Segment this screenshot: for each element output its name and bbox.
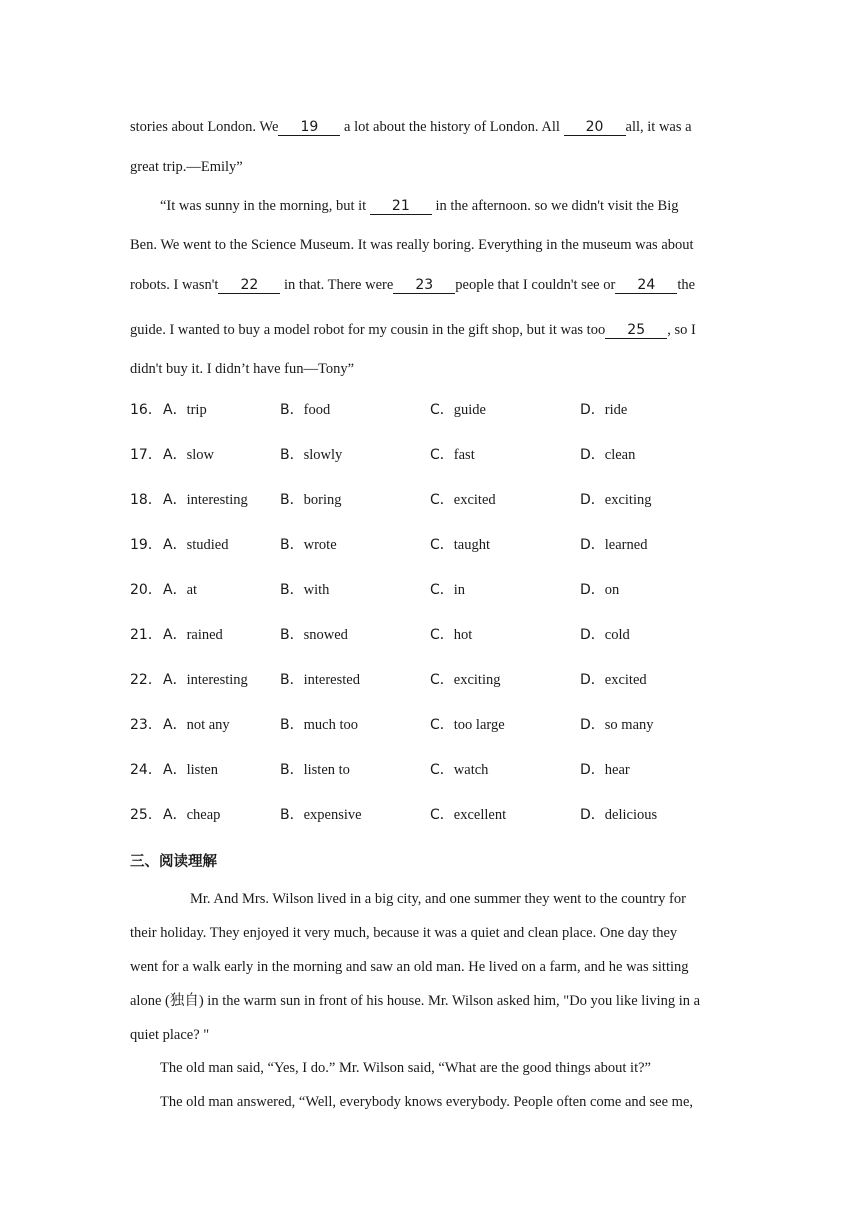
option-a[interactable]: [163, 444, 214, 464]
option-b[interactable]: [280, 534, 337, 554]
option-text: excited: [453, 492, 496, 508]
text: robots. I wasn't: [130, 277, 219, 293]
option-d[interactable]: [580, 444, 635, 464]
text: stories about London. We: [130, 119, 279, 135]
option-letter: B．: [280, 672, 304, 688]
option-text: excited: [604, 672, 647, 688]
option-letter: A．: [163, 807, 187, 823]
option-letter: C．: [430, 447, 454, 463]
question-17: [130, 444, 730, 464]
option-text: listen to: [303, 762, 350, 778]
option-text: delicious: [604, 807, 658, 823]
option-a[interactable]: [163, 624, 223, 644]
reading-line-4: alone (独自) in the warm sun in front of his house. Mr. Wilson asked him, "Do you like living in a: [130, 993, 701, 1009]
reading-line-2: their holiday. They enjoyed it very much, because it was a quiet and clean place. One day they: [130, 925, 678, 941]
option-text: too large: [453, 717, 505, 733]
option-text: exciting: [453, 672, 501, 688]
option-c[interactable]: [430, 804, 506, 824]
option-letter: A．: [163, 492, 187, 508]
option-text: learned: [604, 537, 648, 553]
option-b[interactable]: [280, 804, 362, 824]
option-c[interactable]: [430, 444, 475, 464]
question-number: 20．: [130, 582, 162, 598]
question-24: [130, 759, 730, 779]
option-b[interactable]: [280, 399, 330, 419]
passage-line-4: Ben. We went to the Science Museum. It was really boring. Everything in the museum was about: [130, 237, 694, 253]
question-number: 23．: [130, 717, 162, 733]
option-text: studied: [186, 537, 229, 553]
option-letter: D．: [580, 447, 605, 463]
option-letter: B．: [280, 717, 304, 733]
reading-line-7: The old man answered, “Well, everybody knows everybody. People often come and see me,: [160, 1094, 694, 1110]
option-a[interactable]: [163, 714, 230, 734]
option-letter: D．: [580, 717, 605, 733]
option-letter: A．: [163, 762, 187, 778]
option-letter: B．: [280, 582, 304, 598]
option-letter: B．: [280, 492, 304, 508]
option-d[interactable]: [580, 489, 652, 509]
question-number: 24．: [130, 762, 162, 778]
option-text: snowed: [303, 627, 348, 643]
option-a[interactable]: [163, 399, 207, 419]
option-letter: C．: [430, 762, 454, 778]
option-text: interesting: [186, 672, 248, 688]
option-letter: A．: [163, 672, 187, 688]
option-letter: C．: [430, 402, 454, 418]
option-letter: B．: [280, 402, 304, 418]
option-b[interactable]: [280, 669, 360, 689]
option-a[interactable]: [163, 669, 248, 689]
question-number: 21．: [130, 627, 162, 643]
question-number: 19．: [130, 537, 162, 553]
option-letter: A．: [163, 627, 187, 643]
option-text: expensive: [303, 807, 362, 823]
blank-20: 20: [564, 119, 626, 136]
text: in the afternoon. so we didn't visit the Big: [431, 198, 679, 214]
text: people that I couldn't see or: [455, 277, 616, 293]
option-a[interactable]: [163, 489, 248, 509]
option-text: food: [303, 402, 331, 418]
option-a[interactable]: [163, 534, 228, 554]
option-letter: D．: [580, 537, 605, 553]
option-text: on: [604, 582, 620, 598]
option-c[interactable]: [430, 624, 472, 644]
option-letter: B．: [280, 762, 304, 778]
option-letter: A．: [163, 402, 187, 418]
option-letter: A．: [163, 717, 187, 733]
blank-24: 24: [615, 277, 677, 294]
option-letter: D．: [580, 762, 605, 778]
option-text: cold: [604, 627, 630, 643]
option-a[interactable]: [163, 759, 218, 779]
option-letter: A．: [163, 537, 187, 553]
passage-line-6: [130, 320, 730, 340]
option-text: boring: [303, 492, 342, 508]
option-letter: C．: [430, 537, 454, 553]
option-d[interactable]: [580, 579, 619, 599]
option-letter: B．: [280, 447, 304, 463]
option-text: wrote: [303, 537, 337, 553]
option-d[interactable]: [580, 669, 647, 689]
option-text: trip: [186, 402, 207, 418]
text: guide. I wanted to buy a model robot for my cousin in the gift shop, but it was too: [130, 322, 606, 338]
blank-22: 22: [218, 277, 280, 294]
option-c[interactable]: [430, 399, 486, 419]
option-a[interactable]: [163, 579, 197, 599]
text: , so I: [667, 322, 696, 338]
option-c[interactable]: [430, 759, 488, 779]
option-c[interactable]: [430, 489, 496, 509]
option-text: excellent: [453, 807, 507, 823]
option-a[interactable]: [163, 804, 220, 824]
option-text: fast: [453, 447, 475, 463]
question-21: [130, 624, 730, 644]
option-text: cheap: [186, 807, 221, 823]
option-text: with: [303, 582, 330, 598]
option-b[interactable]: [280, 714, 358, 734]
option-d[interactable]: [580, 624, 630, 644]
option-b[interactable]: [280, 444, 342, 464]
question-22: [130, 669, 730, 689]
option-text: slow: [186, 447, 214, 463]
passage-line-3: [160, 196, 760, 216]
question-number: 16．: [130, 402, 162, 418]
option-letter: D．: [580, 807, 605, 823]
option-letter: D．: [580, 582, 605, 598]
question-18: [130, 489, 730, 509]
option-text: watch: [453, 762, 489, 778]
question-25: [130, 804, 730, 824]
text: a lot about the history of London. All: [340, 119, 564, 135]
option-text: ride: [604, 402, 628, 418]
option-letter: A．: [163, 447, 187, 463]
question-20: [130, 579, 730, 599]
question-number: 17．: [130, 447, 162, 463]
option-letter: C．: [430, 672, 454, 688]
question-16: [130, 399, 730, 419]
option-text: hot: [453, 627, 473, 643]
passage-line-1: [130, 117, 730, 137]
reading-line-5: quiet place? ": [130, 1027, 210, 1043]
option-text: not any: [186, 717, 230, 733]
text: in that. There were: [280, 277, 394, 293]
reading-line-1: Mr. And Mrs. Wilson lived in a big city, and one summer they went to the country for: [190, 891, 686, 907]
option-text: interesting: [186, 492, 248, 508]
blank-23: 23: [393, 277, 455, 294]
option-d[interactable]: [580, 804, 657, 824]
option-letter: A．: [163, 582, 187, 598]
option-text: exciting: [604, 492, 652, 508]
option-b[interactable]: [280, 579, 329, 599]
option-letter: D．: [580, 672, 605, 688]
option-c[interactable]: [430, 669, 501, 689]
option-text: in: [453, 582, 466, 598]
option-c[interactable]: [430, 534, 490, 554]
option-letter: C．: [430, 582, 454, 598]
option-letter: B．: [280, 807, 304, 823]
option-letter: B．: [280, 627, 304, 643]
option-text: slowly: [303, 447, 343, 463]
option-c[interactable]: [430, 579, 465, 599]
option-text: at: [186, 582, 198, 598]
option-c[interactable]: [430, 714, 505, 734]
option-letter: C．: [430, 807, 454, 823]
option-text: clean: [604, 447, 636, 463]
blank-21: 21: [370, 198, 432, 215]
option-d[interactable]: [580, 714, 654, 734]
question-number: 22．: [130, 672, 162, 688]
text: “It was sunny in the morning, but it: [160, 198, 370, 214]
option-text: rained: [186, 627, 223, 643]
option-letter: D．: [580, 402, 605, 418]
option-letter: B．: [280, 537, 304, 553]
option-letter: D．: [580, 627, 605, 643]
option-b[interactable]: [280, 624, 348, 644]
question-number: 18．: [130, 492, 162, 508]
option-text: interested: [303, 672, 360, 688]
option-text: so many: [604, 717, 654, 733]
reading-line-3: went for a walk early in the morning and saw an old man. He lived on a farm, and he was sitting: [130, 959, 689, 975]
question-23: [130, 714, 730, 734]
option-text: guide: [453, 402, 486, 418]
option-letter: D．: [580, 492, 605, 508]
option-b[interactable]: [280, 759, 350, 779]
option-d[interactable]: [580, 534, 647, 554]
option-text: much too: [303, 717, 358, 733]
option-text: listen: [186, 762, 218, 778]
passage-line-7: didn't buy it. I didn’t have fun—Tony”: [130, 361, 355, 377]
option-d[interactable]: [580, 759, 630, 779]
option-letter: C．: [430, 627, 454, 643]
question-number: 25．: [130, 807, 162, 823]
option-letter: C．: [430, 717, 454, 733]
option-letter: C．: [430, 492, 454, 508]
reading-line-6: The old man said, “Yes, I do.” Mr. Wilson said, “What are the good things about it?”: [160, 1060, 651, 1076]
passage-line-5: [130, 275, 730, 295]
section-title: 三、阅读理解: [130, 854, 217, 870]
blank-25: 25: [605, 322, 667, 339]
passage-line-2: great trip.—Emily”: [130, 159, 243, 175]
option-b[interactable]: [280, 489, 341, 509]
blank-19: 19: [278, 119, 340, 136]
option-text: taught: [453, 537, 491, 553]
question-19: [130, 534, 730, 554]
option-d[interactable]: [580, 399, 627, 419]
option-text: hear: [604, 762, 630, 778]
text: all, it was a: [625, 119, 692, 135]
text: the: [677, 277, 696, 293]
